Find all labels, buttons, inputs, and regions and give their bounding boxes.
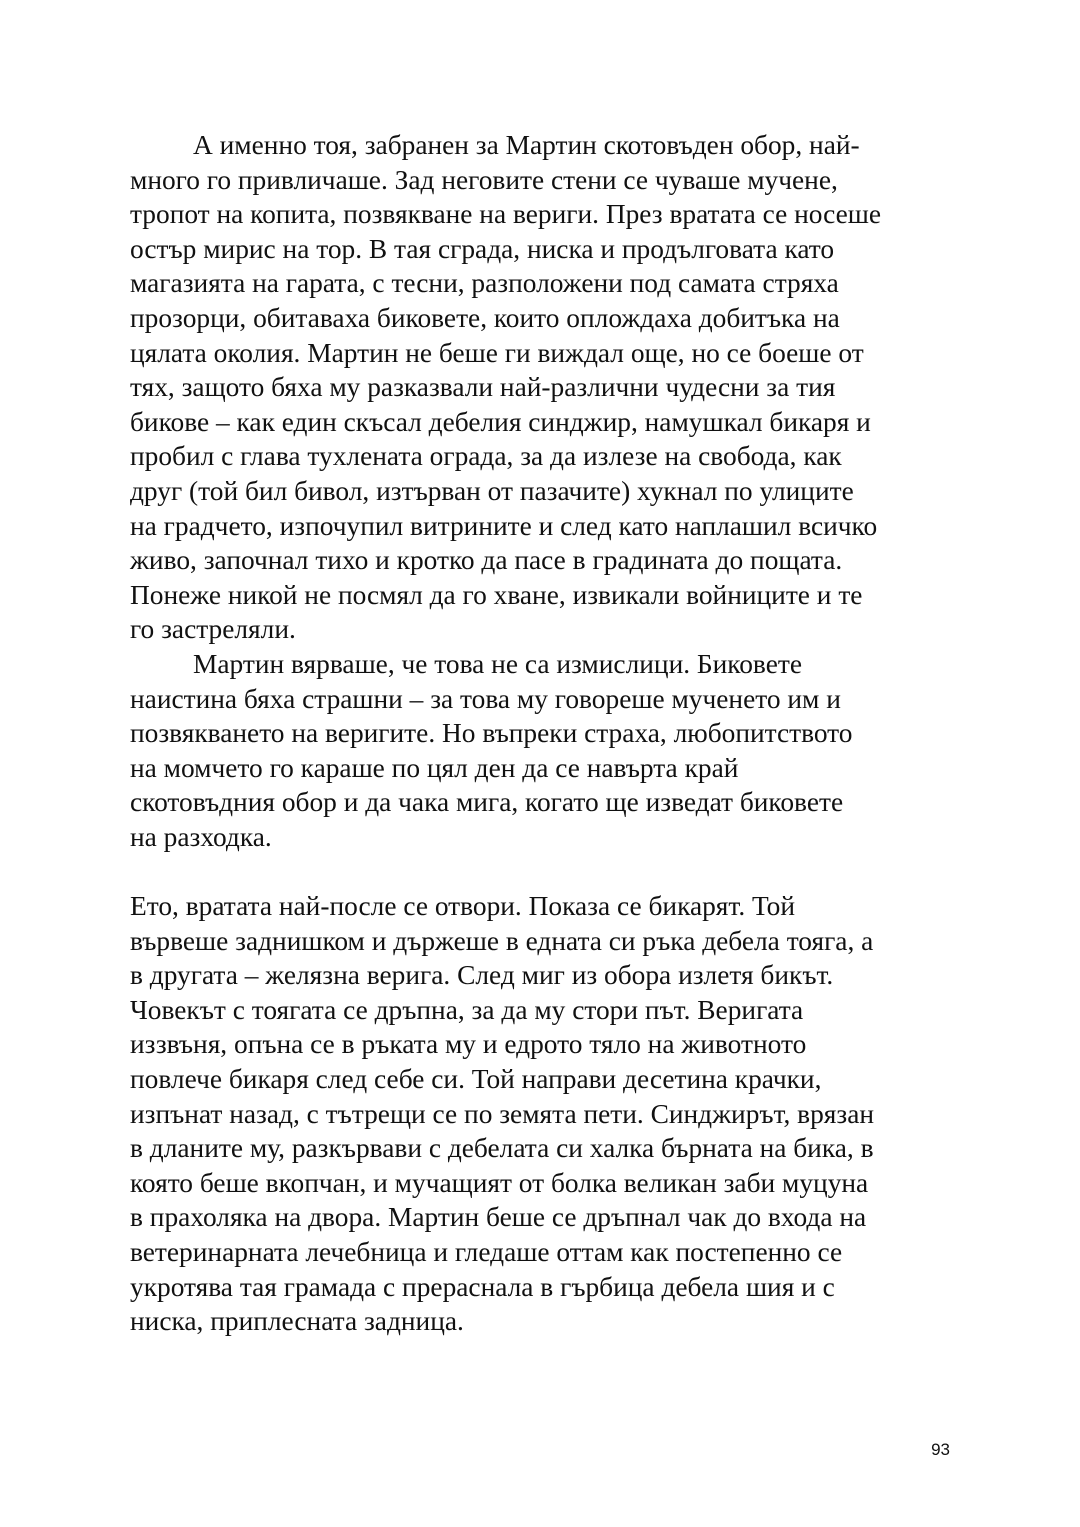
text-line: остър мирис на тор. В тая сграда, ниска и продълговата като	[130, 233, 835, 264]
text-line: вървеше заднишком и държеше в едната си ръка дебела тояга, а	[130, 925, 874, 956]
text-line: наистина бяха страшни – за това му говореше мученето им и	[130, 683, 841, 714]
text-line: която беше вкопчан, и мучащият от болка великан заби муцуна	[130, 1167, 869, 1198]
text-line: го застреляли.	[130, 614, 296, 645]
text-line: пробил с глава тухлената ограда, за да излезе на свобода, как	[130, 441, 842, 472]
text-line: А именно тоя, забранен за Мартин скотовъден обор, най-	[193, 130, 860, 160]
text-line: позвякването на веригите. Но въпреки страха, любопитството	[130, 718, 853, 749]
text-line: повлече бикаря след себе си. Той направи десетина крачки,	[130, 1064, 822, 1095]
text-line: укротява тая грамада с прераснала в гърбица дебела шия и с	[130, 1271, 835, 1302]
text-line: в дланите му, разкървави с дебелата си халка бърната на бика, в	[130, 1133, 874, 1164]
text-line: на момчето го караше по цял ден да се навърта край	[130, 752, 739, 783]
page-number: 93	[931, 1440, 950, 1459]
paragraph-1	[130, 128, 958, 647]
text-line: в другата – желязна верига. След миг из обора излетя бикът.	[130, 960, 834, 991]
text-line: прозорци, обитаваха биковете, които оплождаха добитъка на	[130, 302, 840, 333]
text-line: цялата околия. Мартин не беше ги виждал още, но се боеше от	[130, 337, 864, 368]
text-line: на разходка.	[130, 821, 272, 852]
text-line: много го привличаше. Зад неговите стени се чуваше мучене,	[130, 164, 838, 195]
text-line: друг (той бил бивол, изтърван от пазачите) хукнал по улиците	[130, 475, 854, 506]
text-line: живо, започнал тихо и кротко да пасе в градината до пощата.	[130, 545, 843, 576]
paragraph-2	[130, 647, 958, 855]
text-line: скотовъдния обор и да чака мига, когато ще изведат биковете	[130, 787, 844, 818]
text-line: иззвъня, опъна се в ръката му и едрото тяло на животното	[130, 1029, 807, 1060]
body-text	[130, 128, 958, 1339]
text-line: магазията на гарата, с тесни, разположени под самата стряха	[130, 268, 839, 299]
text-line: в прахоляка на двора. Мартин беше се дръпнал чак до входа на	[130, 1202, 867, 1233]
text-line: бикове – как един скъсал дебелия синджир, намушкал бикаря и	[130, 406, 871, 437]
text-line: Понеже никой не посмял да го хване, извикали войниците и те	[130, 579, 863, 610]
text-line: изпънат назад, с тътрещи се по земята пети. Синджирът, врязан	[130, 1098, 875, 1129]
text-line: Ето, вратата най-после се отвори. Показа се бикарят. Той	[130, 891, 796, 922]
paragraph-gap	[130, 854, 958, 889]
text-line: ветеринарната лечебница и гледаше оттам как постепенно се	[130, 1237, 843, 1267]
text-line: тропот на копита, позвякване на вериги. През вратата се носеше	[130, 199, 882, 230]
text-line: тях, защото бяха му разказвали най-различни чудесни за тия	[130, 372, 836, 403]
text-line: ниска, приплесната задница.	[130, 1306, 464, 1337]
paragraph-3	[130, 889, 958, 1339]
text-line: на градчето, изпочупил витрините и след като наплашил всичко	[130, 510, 878, 541]
text-line: Мартин вярваше, че това не са измислици. Биковете	[193, 648, 802, 679]
text-line: Човекът с тоягата се дръпна, за да му стори път. Веригата	[130, 994, 804, 1025]
